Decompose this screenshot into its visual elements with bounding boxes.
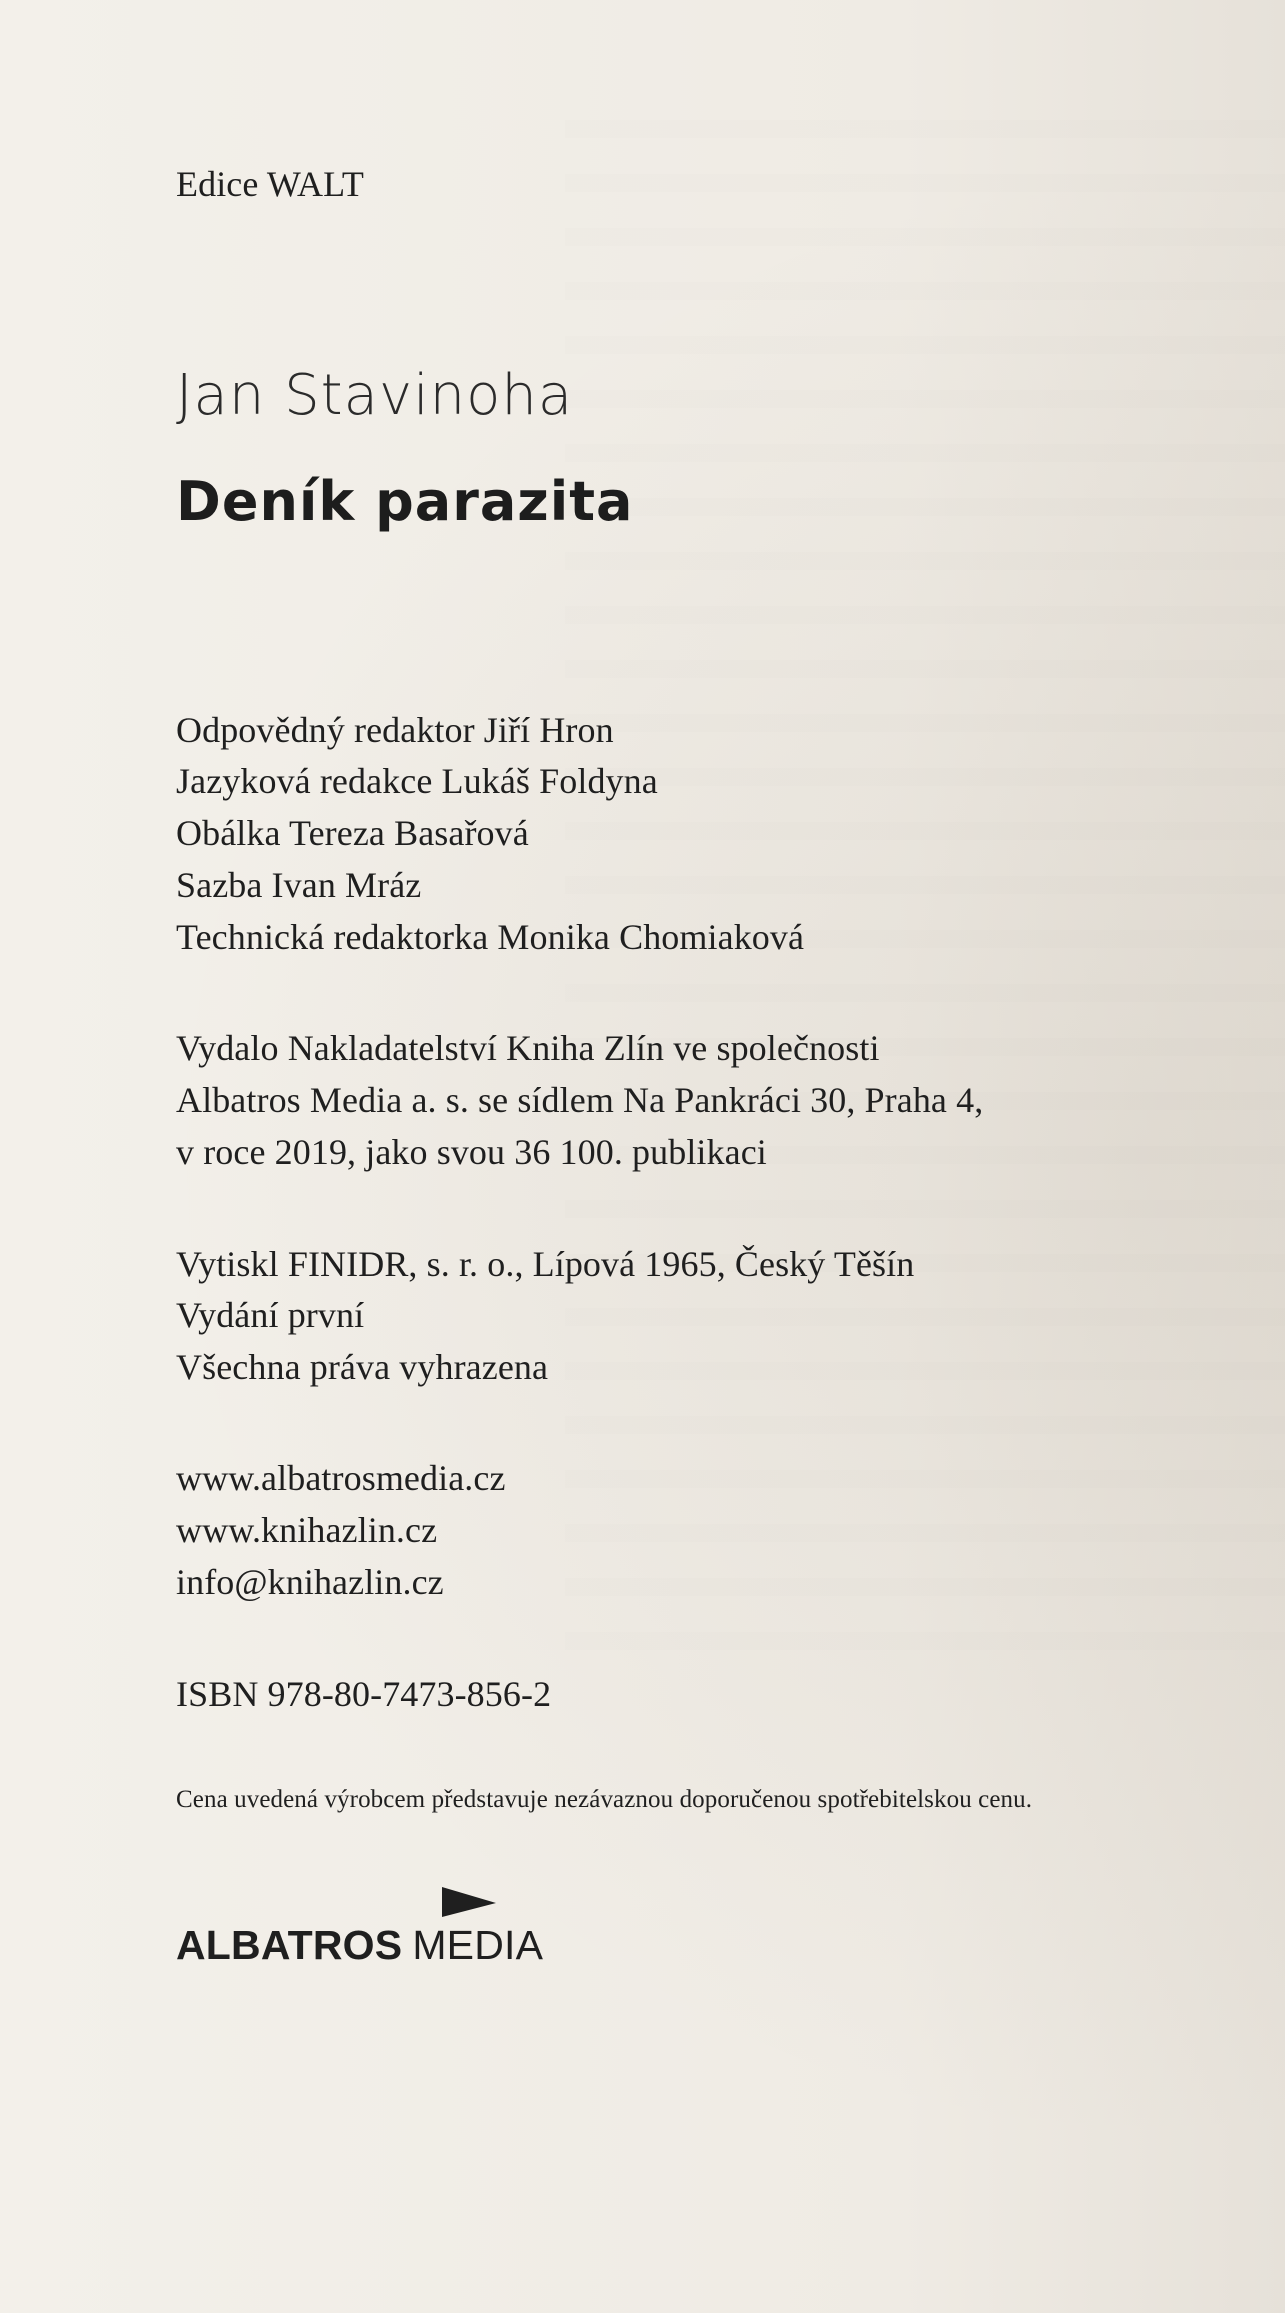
isbn-number: ISBN 978-80-7473-856-2 bbox=[176, 1674, 552, 1714]
book-title: Deník parazita bbox=[176, 470, 634, 533]
credit-line-language-editor: Jazyková redakce Lukáš Foldyna bbox=[176, 761, 658, 801]
credit-line-editor: Odpovědný redaktor Jiří Hron bbox=[176, 710, 614, 750]
triangle-flag-icon bbox=[438, 1885, 500, 1919]
author-name: Jan Stavinoha bbox=[176, 363, 574, 428]
printing-line-1: Vytiskl FINIDR, s. r. o., Lípová 1965, Český Těšín bbox=[176, 1244, 915, 1284]
series-label: Edice WALT bbox=[176, 164, 364, 204]
logo-wordmark-light: MEDIA bbox=[412, 1922, 544, 1968]
show-through-texture bbox=[565, 120, 1285, 1670]
credit-line-cover: Obálka Tereza Basařová bbox=[176, 813, 529, 853]
albatros-media-logo bbox=[176, 1885, 636, 1985]
printing-line-2: Vydání první bbox=[176, 1295, 365, 1335]
price-note: Cena uvedená výrobcem představuje nezávaznou doporučenou spotřebitelskou cenu. bbox=[176, 1786, 1033, 1813]
logo-wordmark-bold: ALBATROS bbox=[176, 1922, 403, 1968]
publisher-line-1: Vydalo Nakladatelství Kniha Zlín ve společnosti bbox=[176, 1028, 880, 1068]
credit-line-typesetting: Sazba Ivan Mráz bbox=[176, 865, 422, 905]
publisher-line-3: v roce 2019, jako svou 36 100. publikaci bbox=[176, 1132, 767, 1172]
printing-line-3: Všechna práva vyhrazena bbox=[176, 1347, 549, 1387]
contact-link-knihazlin: www.knihazlin.cz bbox=[176, 1510, 438, 1550]
contact-email: info@knihazlin.cz bbox=[176, 1562, 444, 1602]
logo-wordmark bbox=[176, 1922, 544, 1968]
credit-line-technical-editor: Technická redaktorka Monika Chomiaková bbox=[176, 917, 805, 957]
publisher-line-2: Albatros Media a. s. se sídlem Na Pankráci 30, Praha 4, bbox=[176, 1080, 984, 1120]
contact-link-albatrosmedia: www.albatrosmedia.cz bbox=[176, 1458, 506, 1498]
